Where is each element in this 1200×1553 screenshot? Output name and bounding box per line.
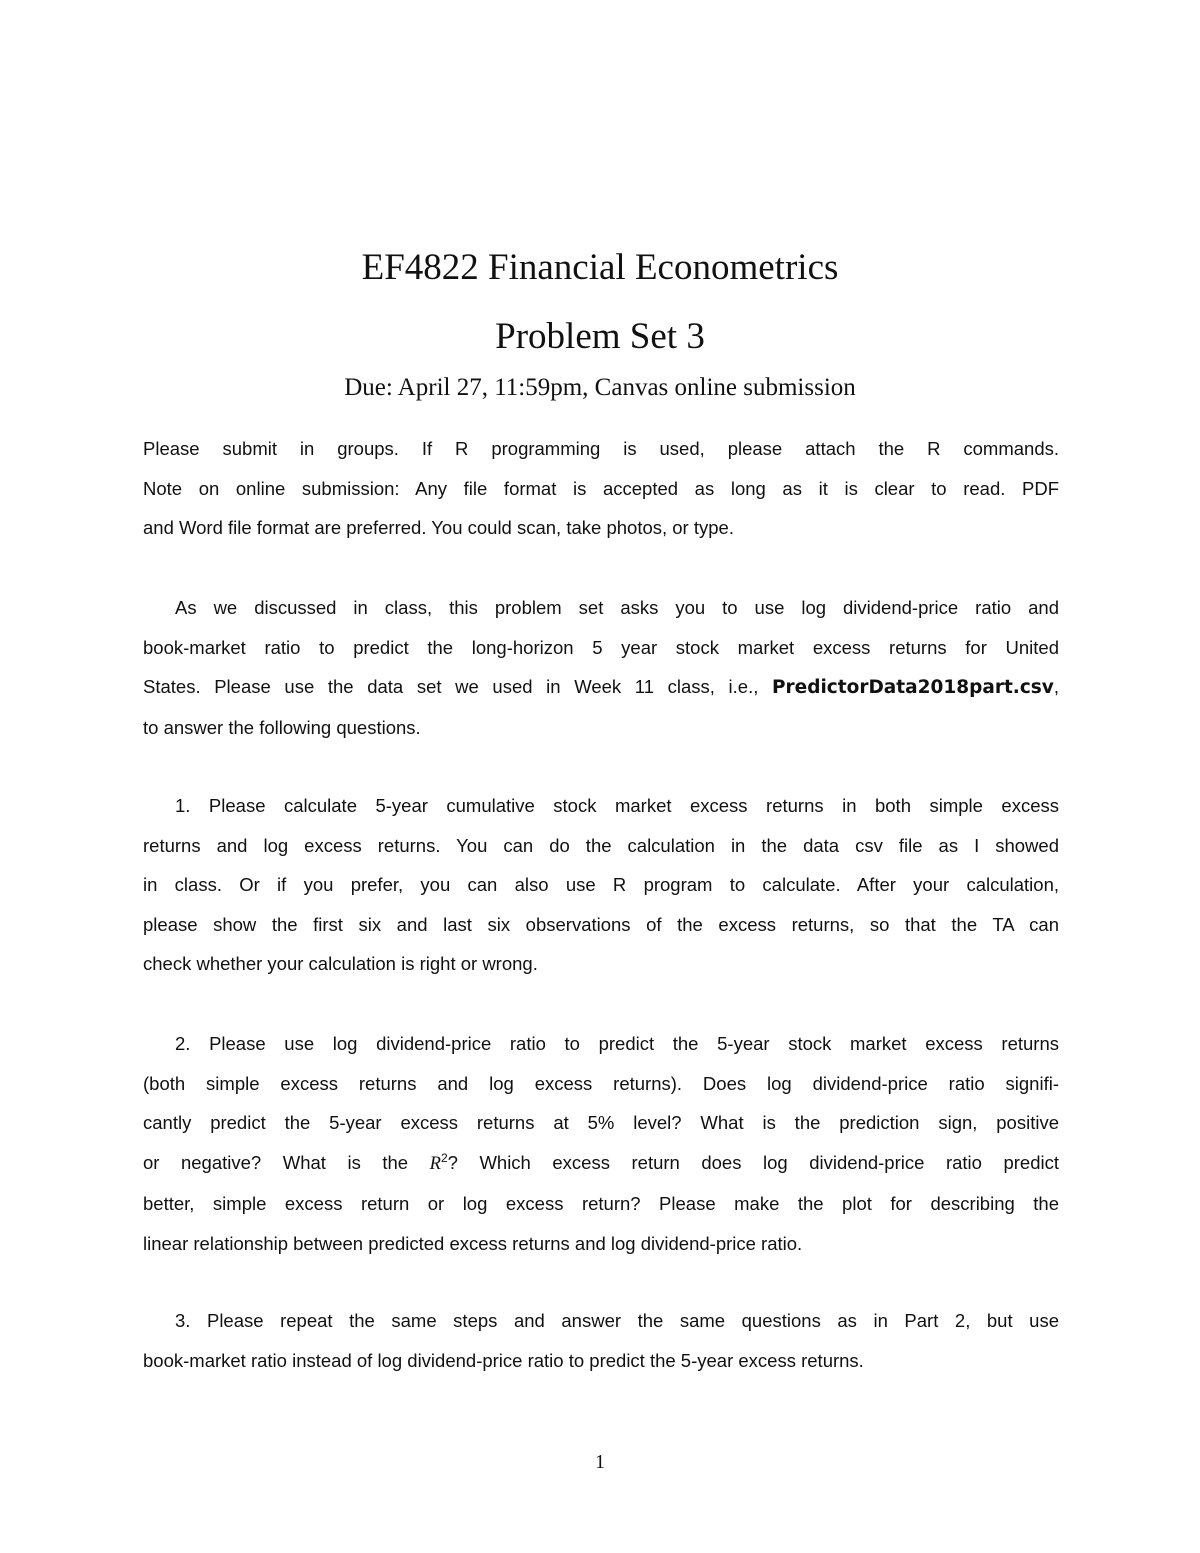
q2-line-1: 2. Please use log dividend-price ratio to predict the 5-year stock market excess returns	[175, 1033, 1059, 1054]
q2-line-5: better, simple excess return or log excess return? Please make the plot for describing the	[143, 1193, 1059, 1215]
dataset-filename: PredictorData2018part.csv	[771, 677, 1054, 699]
q2-line-3: cantly predict the 5-year excess returns at 5% level? What is the prediction sign, positive	[143, 1112, 1059, 1134]
intro-paragraph	[143, 588, 1059, 747]
problem-set-subtitle: Problem Set 3	[495, 316, 705, 357]
submission-notes	[143, 429, 1059, 548]
r-squared-exponent: 2	[440, 1150, 448, 1165]
q2-line-2: (both simple excess returns and log excess returns). Does log dividend-price ratio signifi-	[143, 1072, 1059, 1094]
question-3	[143, 1301, 1059, 1380]
due-date-line: Due: April 27, 11:59pm, Canvas online submission	[344, 374, 856, 401]
question-1	[143, 786, 1059, 984]
intro-line-1: As we discussed in class, this problem set asks you to use log dividend-price ratio and	[175, 597, 1059, 618]
notes-line-3: and Word file format are preferred. You could scan, take photos, or type.	[143, 517, 734, 539]
q3-line-2: book-market ratio instead of log dividend-price ratio to predict the 5-year excess returns.	[143, 1349, 864, 1371]
page-number: 1	[595, 1451, 605, 1473]
q1-line-5: check whether your calculation is right or wrong.	[143, 953, 538, 975]
intro-line-3	[143, 667, 1059, 708]
question-2	[143, 1024, 1059, 1264]
notes-line-2: Note on online submission: Any file format is accepted as long as it is clear to read. PDF	[143, 477, 1059, 499]
intro-line-2: book-market ratio to predict the long-horizon 5 year stock market excess returns for United	[143, 636, 1059, 658]
intro-line-3-text: States. Please use the data set we used in Week 11 class, i.e.,	[143, 676, 772, 698]
notes-line-1: Please submit in groups. If R programming is used, please attach the R commands.	[143, 438, 1059, 459]
q1-line-4: please show the first six and last six observations of the excess returns, so that the TA can	[143, 913, 1059, 935]
document-title: EF4822 Financial Econometrics	[361, 247, 839, 288]
q3-line-1: 3. Please repeat the same steps and answer the same questions as in Part 2, but use	[175, 1310, 1059, 1331]
intro-line-3-end: ,	[1053, 676, 1059, 698]
q1-line-3: in class. Or if you prefer, you can also use R program to calculate. After your calculation,	[143, 874, 1059, 896]
q2-line-4	[143, 1143, 1059, 1185]
q2-line-4-text: or negative? What is the	[143, 1151, 430, 1173]
r-squared-symbol: R	[429, 1153, 441, 1174]
q1-line-1: 1. Please calculate 5-year cumulative stock market excess returns in both simple excess	[175, 795, 1059, 816]
q1-line-2: returns and log excess returns. You can do the calculation in the data csv file as I showed	[143, 834, 1059, 856]
q2-line-6: linear relationship between predicted excess returns and log dividend-price ratio.	[143, 1232, 803, 1254]
q2-line-4-end: ? Which excess return does log dividend-price ratio predict	[447, 1151, 1059, 1173]
intro-line-4: to answer the following questions.	[143, 716, 421, 738]
